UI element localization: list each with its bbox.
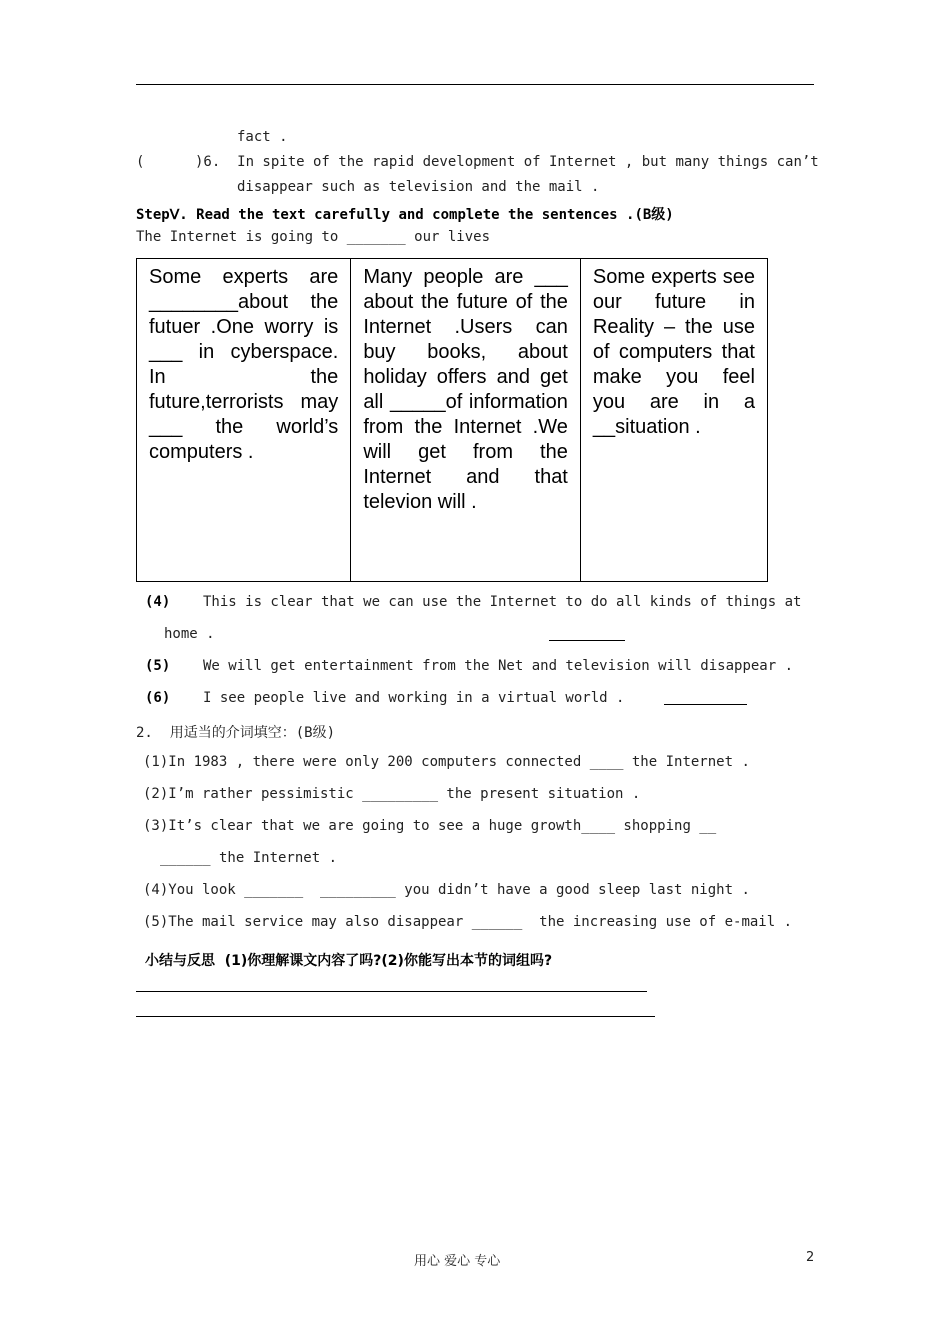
table-cell-virtual-reality: Some experts see our future in Reality – the use of computers that make you feel you are in a __situation . [580, 259, 767, 582]
preposition-sentence-3: (3)It’s clear that we are going to see a huge growth____ shopping __ [143, 818, 717, 834]
text-line-fact: fact . [237, 129, 288, 145]
item-4-text: This is clear that we can use the Internet to do all kinds of things at [203, 594, 802, 610]
preposition-sentence-3-continued: ______ the Internet . [160, 850, 338, 866]
page-number: 2 [806, 1250, 815, 1265]
fill-in-table [136, 258, 768, 582]
item-5-text: We will get entertainment from the Net and television will disappear . [203, 658, 794, 674]
summary-reflection: 小结与反思 (1)你理解课文内容了吗?(2)你能写出本节的词组吗? [145, 953, 553, 969]
header-rule [136, 84, 814, 85]
internet-sentence: The Internet is going to _______ our lives [136, 229, 491, 245]
question-6-continued: disappear such as television and the mail . [237, 179, 600, 195]
section-2-heading: 2. 用适当的介词填空：(B级) [136, 725, 336, 741]
step-5-heading: StepⅤ. Read the text carefully and complete the sentences .(B级) [136, 207, 674, 223]
table-cell-experts-worry: Some experts are ________about the futuer .One worry is ___ in cyberspace. In the future,terrorists may ___ the world’s computers . [137, 259, 351, 582]
footer-motto: 用心 爱心 专心 [414, 1254, 501, 1269]
preposition-sentence-4: (4)You look _______ _________ you didn’t have a good sleep last night . [143, 882, 750, 898]
item-6-text: I see people live and working in a virtual world . [203, 690, 625, 706]
question-6: ( )6. In spite of the rapid development of Internet , but many things can’t [136, 154, 819, 170]
answer-line-1 [136, 991, 647, 992]
table-cell-people-optimistic: Many people are ___ about the future of the Internet .Users can buy books, about holiday offers and get all _____of information from the Internet .We will get from the Internet and that televion will . [351, 259, 581, 582]
preposition-sentence-1: (1)In 1983 , there were only 200 computers connected ____ the Internet . [143, 754, 750, 770]
preposition-sentence-2: (2)I’m rather pessimistic _________ the present situation . [143, 786, 641, 802]
item-4-continued: home . [164, 626, 215, 642]
preposition-sentence-5: (5)The mail service may also disappear ______ the increasing use of e-mail . [143, 914, 793, 930]
item-6-answer-blank [664, 704, 747, 705]
item-6-number: (6) [145, 690, 171, 706]
item-5-number: (5) [145, 658, 171, 674]
item-4-number: (4) [145, 594, 171, 610]
item-4-answer-blank [549, 640, 625, 641]
answer-line-2 [136, 1016, 655, 1017]
